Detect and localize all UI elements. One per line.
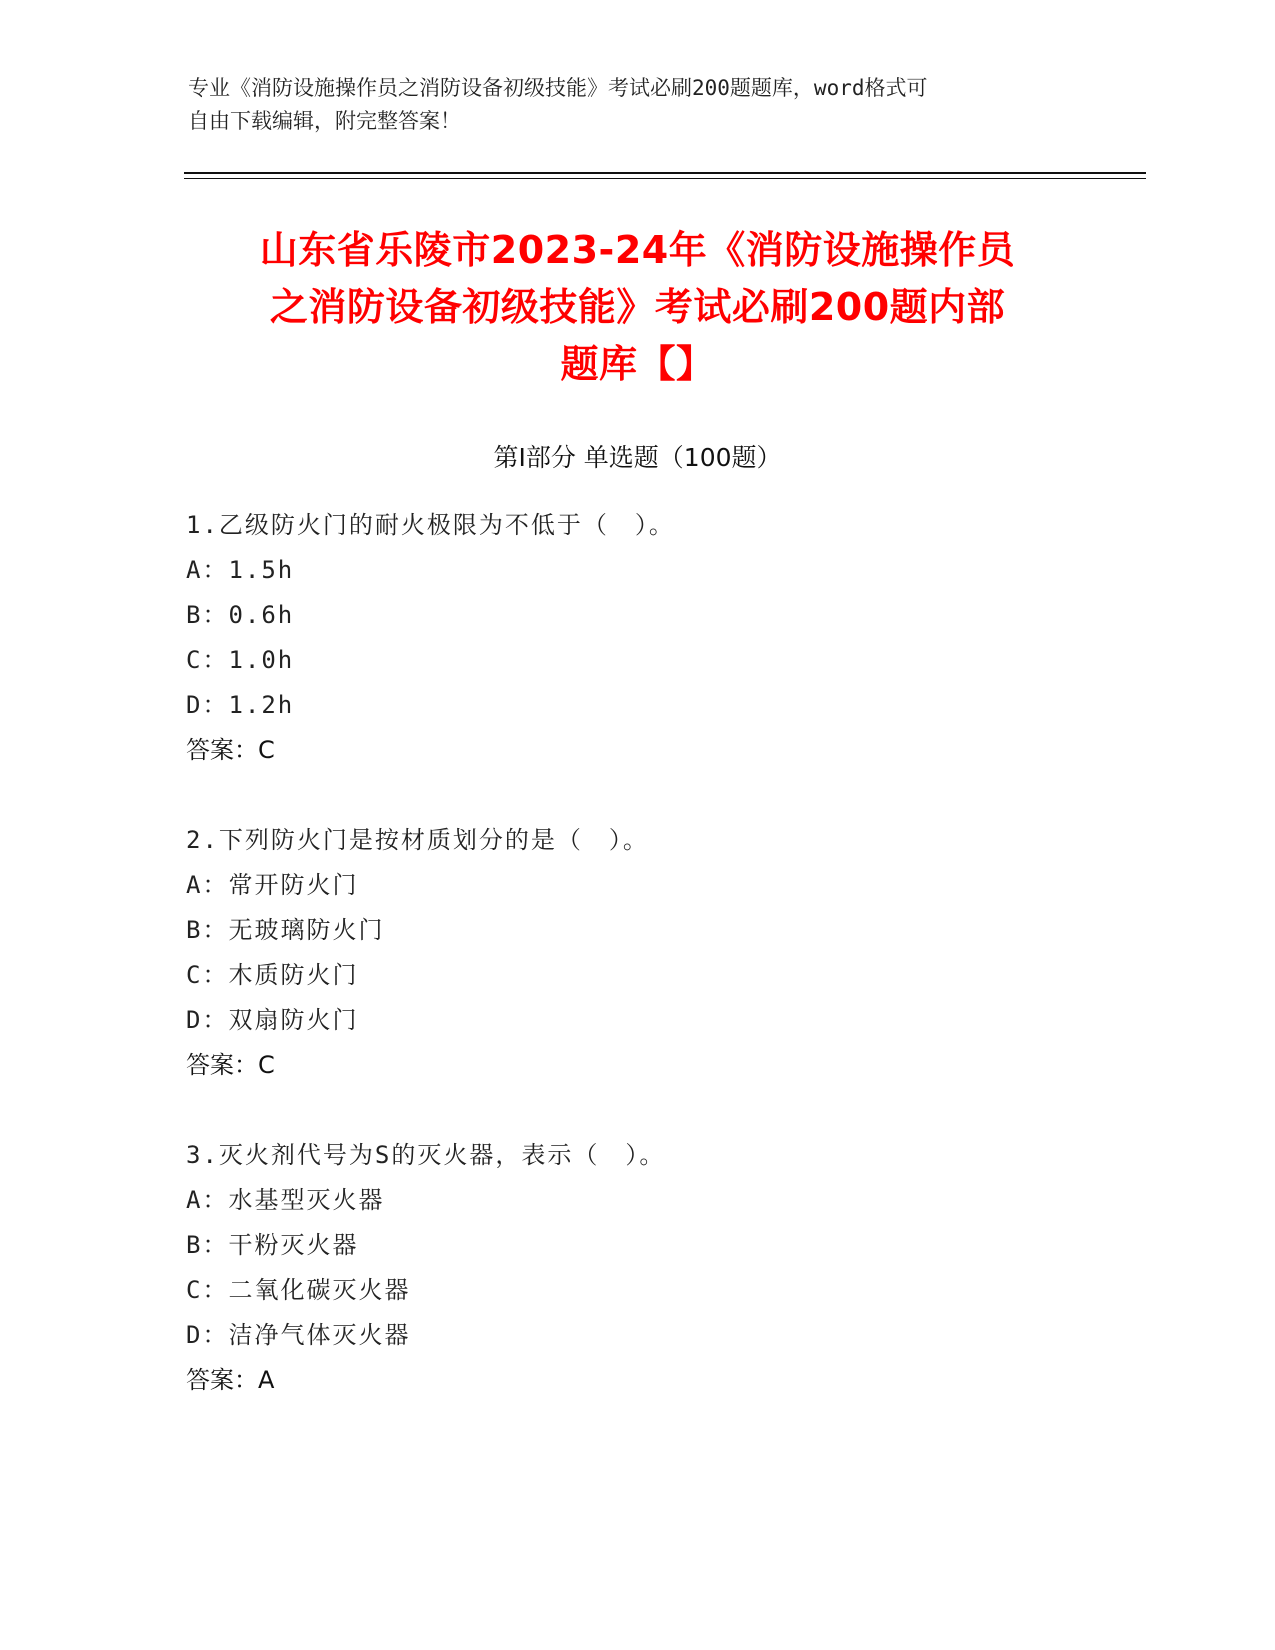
question-stem: 1.乙级防火门的耐火极限为不低于（ ）。 <box>186 511 675 539</box>
option-b: B：无玻璃防火门 <box>186 916 385 944</box>
option-c: C：二氧化碳灭火器 <box>186 1276 411 1304</box>
option-a: A：1.5h <box>186 556 295 584</box>
option-b: B：干粉灭火器 <box>186 1231 359 1259</box>
section-title: 第I部分 单选题（100题） <box>493 443 782 472</box>
header-divider-thick <box>184 172 1146 174</box>
header-divider-thin <box>184 178 1146 179</box>
option-a: A：常开防火门 <box>186 871 359 899</box>
option-b: B：0.6h <box>186 601 295 629</box>
option-c: C：1.0h <box>186 646 295 674</box>
question-1 <box>186 503 1086 773</box>
option-d: D：洁净气体灭火器 <box>186 1321 411 1349</box>
document-title-line-2: 之消防设备初级技能》考试必刷200题内部 <box>269 285 1006 329</box>
question-stem: 2.下列防火门是按材质划分的是（ ）。 <box>186 826 649 854</box>
answer: 答案：C <box>186 736 275 764</box>
question-stem: 3.灭火剂代号为S的灭火器，表示（ ）。 <box>186 1141 666 1169</box>
document-title <box>150 222 1125 393</box>
document-title-line-1: 山东省乐陵市2023-24年《消防设施操作员 <box>259 228 1016 272</box>
option-c: C：木质防火门 <box>186 961 359 989</box>
option-d: D：1.2h <box>186 691 295 719</box>
question-2 <box>186 818 1086 1088</box>
header-note <box>188 72 1068 138</box>
document-title-line-3: 题库【】 <box>560 342 715 386</box>
question-3 <box>186 1133 1086 1403</box>
answer: 答案：C <box>186 1051 275 1079</box>
option-a: A：水基型灭火器 <box>186 1186 385 1214</box>
header-note-line-1: 专业《消防设施操作员之消防设备初级技能》考试必刷200题题库，word格式可 <box>188 76 928 100</box>
answer: 答案：A <box>186 1366 275 1394</box>
header-note-line-2: 自由下载编辑，附完整答案！ <box>188 109 461 133</box>
option-d: D：双扇防火门 <box>186 1006 359 1034</box>
